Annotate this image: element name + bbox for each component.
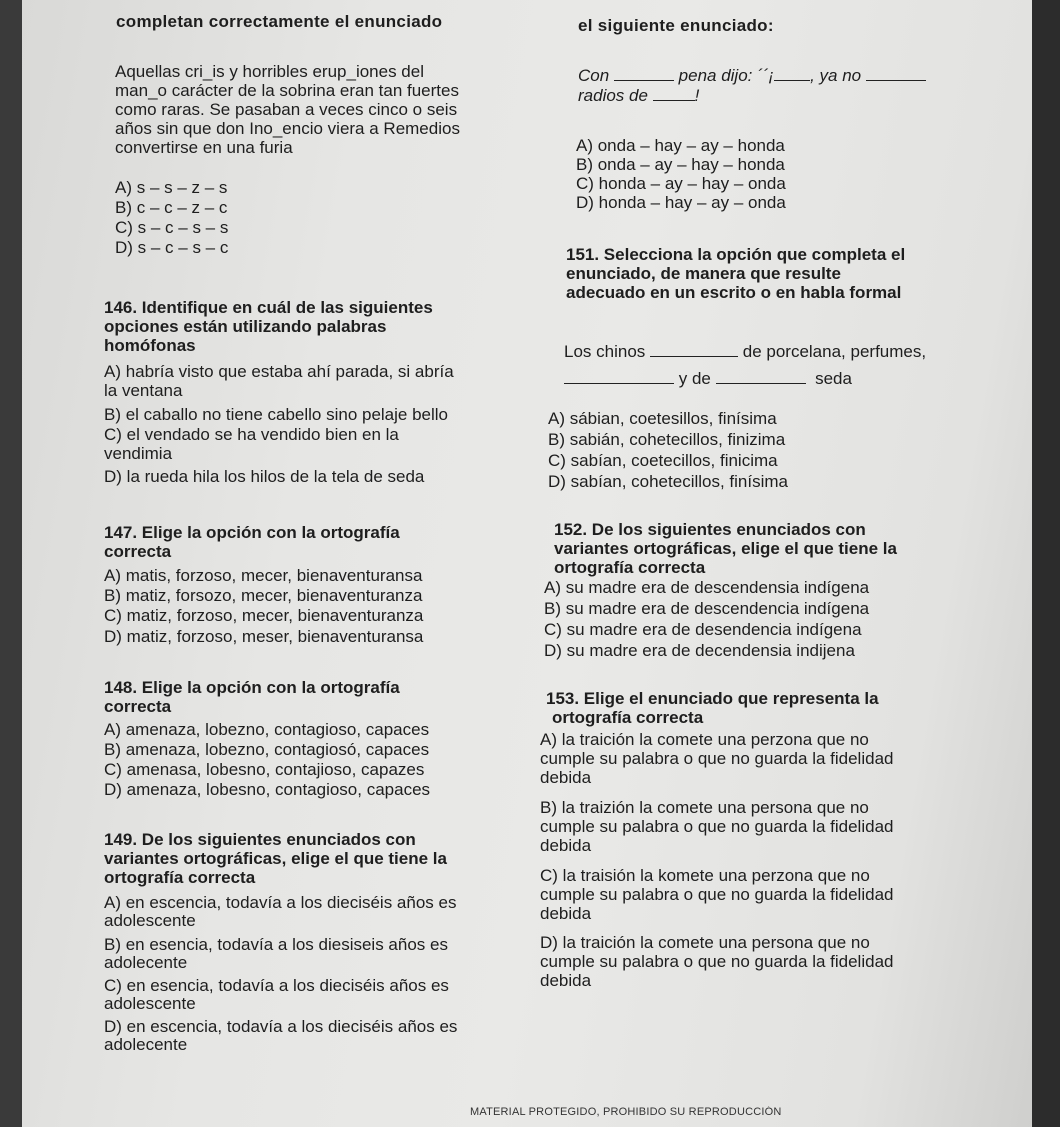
- right-header: el siguiente enunciado:: [578, 16, 774, 35]
- q149-title: variantes ortográficas, elige el que tiene la: [104, 849, 447, 868]
- q146-option-a-cont[interactable]: la ventana: [104, 381, 183, 400]
- q151-line2: [564, 369, 852, 388]
- q145-text-line: como raras. Se pasaban a veces cinco o seis: [115, 100, 458, 119]
- q152-option-b[interactable]: B) su madre era de descendencia indígena: [544, 599, 870, 618]
- q153-title: 153. Elige el enunciado que representa la: [546, 689, 879, 708]
- q153-title: ortografía correcta: [552, 708, 704, 727]
- q148-title: correcta: [104, 697, 172, 716]
- q149-option-d[interactable]: D) en escencia, todavía a los dieciséis años es: [104, 1017, 458, 1036]
- q147-title: correcta: [104, 542, 172, 561]
- q148-option-d[interactable]: D) amenaza, lobesno, contagioso, capaces: [104, 780, 431, 799]
- q149-option-c[interactable]: C) en esencia, todavía a los dieciséis años es: [104, 976, 449, 995]
- q151-title: adecuado en un escrito o en habla formal: [566, 283, 902, 302]
- blank[interactable]: [653, 86, 695, 101]
- q146-option-c-cont[interactable]: vendimia: [104, 444, 173, 463]
- q149-title: ortografía correcta: [104, 868, 256, 887]
- q153-option-b-cont[interactable]: debida: [540, 836, 592, 855]
- q149-option-b[interactable]: B) en esencia, todavía a los diesiseis años es: [104, 935, 448, 954]
- q150-line2: [578, 86, 699, 105]
- q150-text: pena dijo: ´´¡: [678, 66, 775, 85]
- q150-text: , ya no: [810, 66, 862, 85]
- q151-title: 151. Selecciona la opción que completa el: [566, 245, 906, 264]
- q147-option-b[interactable]: B) matiz, forsozo, mecer, bienaventuranza: [104, 586, 423, 605]
- q152-option-a[interactable]: A) su madre era de descendensia indígena: [544, 578, 870, 597]
- background-left-edge: [0, 0, 22, 1127]
- q150-option-d[interactable]: D) honda – hay – ay – onda: [576, 193, 786, 212]
- q151-text: y de: [678, 369, 711, 388]
- q147-option-a[interactable]: A) matis, forzoso, mecer, bienaventuransa: [104, 566, 423, 585]
- q153-option-b[interactable]: B) la traizión la comete una persona que no: [540, 798, 869, 817]
- q147-option-c[interactable]: C) matiz, forzoso, mecer, bienaventuranza: [104, 606, 424, 625]
- q149-option-c-cont[interactable]: adolescente: [104, 994, 196, 1013]
- q146-title: homófonas: [104, 336, 196, 355]
- q145-option-a[interactable]: A) s – s – z – s: [115, 178, 228, 197]
- q153-option-c[interactable]: C) la traisión la komete una perzona que no: [540, 866, 870, 885]
- q153-option-d[interactable]: D) la traición la comete una persona que no: [540, 933, 870, 952]
- q146-option-b[interactable]: B) el caballo no tiene cabello sino pelaje bello: [104, 405, 449, 424]
- q147-title: 147. Elige la opción con la ortografía: [104, 523, 400, 542]
- q146-title: opciones están utilizando palabras: [104, 317, 387, 336]
- q151-option-c[interactable]: C) sabían, coetecillos, finicima: [548, 451, 778, 470]
- blank[interactable]: [774, 66, 810, 81]
- q148-option-c[interactable]: C) amenasa, lobesno, contajioso, capazes: [104, 760, 425, 779]
- q145-text-line: man_o carácter de la sobrina eran tan fuertes: [115, 81, 459, 100]
- footer-notice: MATERIAL PROTEGIDO, PROHIBIDO SU REPRODUCCIÓN: [470, 1106, 782, 1118]
- q149-option-a[interactable]: A) en escencia, todavía a los dieciséis años es: [104, 893, 457, 912]
- q151-title: enunciado, de manera que resulte: [566, 264, 841, 283]
- q146-option-c[interactable]: C) el vendado se ha vendido bien en la: [104, 425, 399, 444]
- q151-option-d[interactable]: D) sabían, cohetecillos, finísima: [548, 472, 788, 491]
- q146-option-a[interactable]: A) habría visto que estaba ahí parada, si abría: [104, 362, 454, 381]
- q150-text: Con: [578, 66, 610, 85]
- q152-title: ortografía correcta: [554, 558, 706, 577]
- q153-option-d-cont[interactable]: debida: [540, 971, 592, 990]
- q152-title: 152. De los siguientes enunciados con: [554, 520, 866, 539]
- q148-option-a[interactable]: A) amenaza, lobezno, contagioso, capaces: [104, 720, 430, 739]
- q148-option-b[interactable]: B) amenaza, lobezno, contagiosó, capaces: [104, 740, 430, 759]
- blank[interactable]: [716, 369, 806, 384]
- q151-text: de porcelana, perfumes,: [742, 342, 927, 361]
- q150-text: radios de: [578, 86, 648, 105]
- q150-option-a[interactable]: A) onda – hay – ay – honda: [576, 136, 785, 155]
- q150-option-c[interactable]: C) honda – ay – hay – onda: [576, 174, 786, 193]
- blank[interactable]: [614, 66, 674, 81]
- q151-line1: [564, 342, 926, 361]
- q153-option-c-cont[interactable]: cumple su palabra o que no guarda la fidelidad: [540, 885, 894, 904]
- q145-option-b[interactable]: B) c – c – z – c: [115, 198, 228, 217]
- q151-option-a[interactable]: A) sábian, coetesillos, finísima: [548, 409, 777, 428]
- q151-option-b[interactable]: B) sabián, cohetecillos, finizima: [548, 430, 786, 449]
- q153-option-a-cont[interactable]: debida: [540, 768, 592, 787]
- blank[interactable]: [650, 342, 738, 357]
- q153-option-a-cont[interactable]: cumple su palabra o que no guarda la fidelidad: [540, 749, 894, 768]
- q145-option-c[interactable]: C) s – c – s – s: [115, 218, 229, 237]
- q149-option-d-cont[interactable]: adolecente: [104, 1035, 188, 1054]
- q145-text-line: convertirse en una furia: [115, 138, 293, 157]
- blank[interactable]: [564, 369, 674, 384]
- left-header: completan correctamente el enunciado: [116, 12, 443, 31]
- q152-title: variantes ortográficas, elige el que tiene la: [554, 539, 897, 558]
- q153-option-a[interactable]: A) la traición la comete una perzona que no: [540, 730, 869, 749]
- blank[interactable]: [866, 66, 926, 81]
- q145-text-line: Aquellas cri_is y horribles erup_iones del: [115, 62, 424, 81]
- q148-title: 148. Elige la opción con la ortografía: [104, 678, 400, 697]
- q152-option-d[interactable]: D) su madre era de decendensia indijena: [544, 641, 855, 660]
- q151-text: Los chinos: [564, 342, 646, 361]
- q150-option-b[interactable]: B) onda – ay – hay – honda: [576, 155, 785, 174]
- q149-option-b-cont[interactable]: adolecente: [104, 953, 188, 972]
- q149-option-a-cont[interactable]: adolescente: [104, 911, 196, 930]
- q151-text: seda: [815, 369, 852, 388]
- q150-line1: [578, 66, 926, 85]
- q149-title: 149. De los siguientes enunciados con: [104, 830, 416, 849]
- q145-text-line: años sin que don Ino_encio viera a Remedios: [115, 119, 460, 138]
- q152-option-c[interactable]: C) su madre era de desendencia indígena: [544, 620, 862, 639]
- q147-option-d[interactable]: D) matiz, forzoso, meser, bienaventuransa: [104, 627, 424, 646]
- q153-option-d-cont[interactable]: cumple su palabra o que no guarda la fidelidad: [540, 952, 894, 971]
- q153-option-c-cont[interactable]: debida: [540, 904, 592, 923]
- q145-option-d[interactable]: D) s – c – s – c: [115, 238, 229, 257]
- background-right-edge: [1032, 0, 1060, 1127]
- q146-option-d[interactable]: D) la rueda hila los hilos de la tela de seda: [104, 467, 425, 486]
- q146-title: 146. Identifique en cuál de las siguientes: [104, 298, 433, 317]
- q150-text: !: [694, 86, 700, 105]
- q153-option-b-cont[interactable]: cumple su palabra o que no guarda la fidelidad: [540, 817, 894, 836]
